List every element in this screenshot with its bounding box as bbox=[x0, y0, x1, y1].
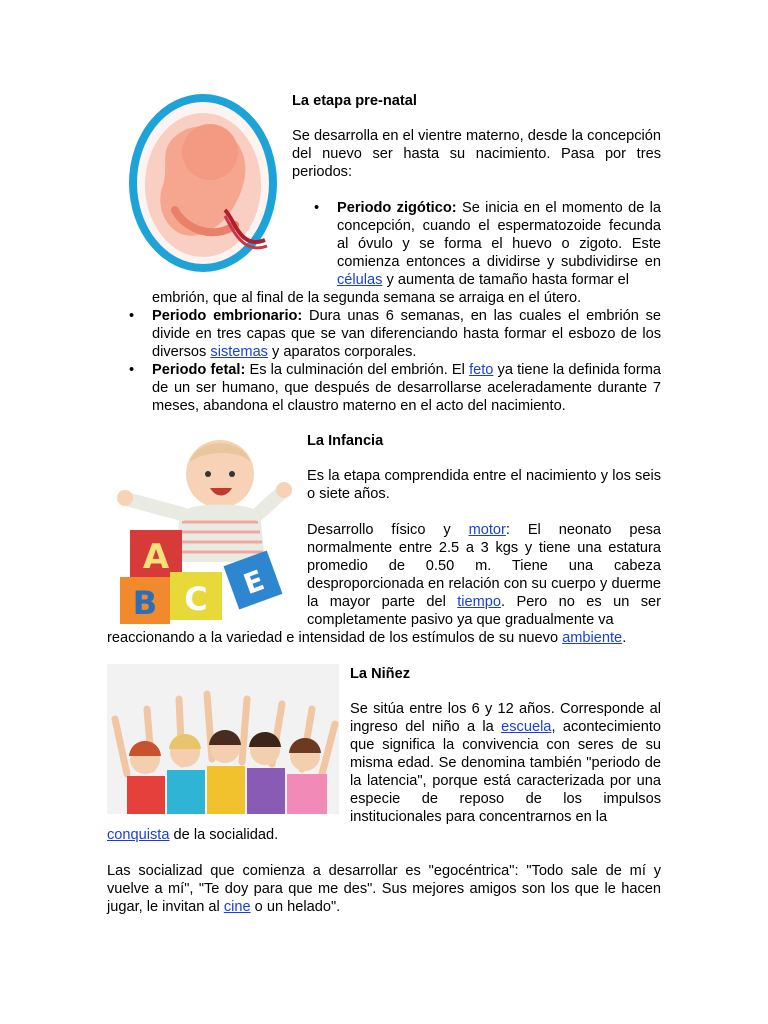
link-conquista[interactable]: conquista bbox=[107, 827, 170, 843]
link-motor[interactable]: motor bbox=[468, 522, 506, 538]
bullet-embrionario: • bbox=[129, 308, 135, 324]
baby-with-blocks-image bbox=[110, 432, 300, 624]
infancia-intro: Es la etapa comprendida entre el nacimiento y los seis o siete años. bbox=[307, 468, 661, 502]
prenatal-heading: La etapa pre-natal bbox=[292, 93, 417, 109]
ninez-heading: La Niñez bbox=[350, 666, 411, 682]
link-feto[interactable]: feto bbox=[469, 362, 494, 378]
link-celulas[interactable]: células bbox=[337, 272, 383, 288]
ninez-p2: Las socializad que comienza a desarrollar es "egocéntrica": "Todo sale de mí y vuelve a mí", "Te doy para que me des". Sus mejores amigos son los que le hacen jugar, le invitan al cine o un helado". bbox=[107, 863, 661, 915]
embryo-image bbox=[125, 90, 281, 276]
ninez-p1: Se sitúa entre los 6 y 12 años. Corresponde al ingreso del niño a la escuela, acontecimiento que significa la convivencia con seres de su misma edad. Se denomina también "periodo de la latencia", porque está caracterizada por una especie de reposo de los impulsos institucionales para concentrarnos en la bbox=[350, 701, 661, 825]
children-raising-hands-image bbox=[107, 664, 339, 814]
block-a: A bbox=[142, 537, 170, 577]
block-e: E bbox=[239, 563, 269, 602]
periodo-embrionario: Periodo embrionario: Dura unas 6 semanas, en las cuales el embrión se divide en tres capas que se van diferenciando hasta formar el esbozo de los diversos sistemas y aparatos corporales. bbox=[152, 308, 662, 360]
bullet-fetal: • bbox=[129, 362, 135, 378]
block-c: C bbox=[184, 580, 208, 618]
link-cine[interactable]: cine bbox=[223, 899, 251, 915]
infancia-desarrollo-tail: reaccionando a la variedad e intensidad de los estímulos de su nuevo ambiente. bbox=[107, 630, 627, 646]
periodo-zigotico: Periodo zigótico: Se inicia en el momento de la concepción, cuando el espermatozoide fecunda al óvulo y se forma el huevo o zigoto. Este comienza entonces a dividirse y subdividirse en células y aumenta de tamaño hasta formar el bbox=[337, 200, 661, 288]
infancia-heading: La Infancia bbox=[307, 433, 384, 449]
link-ambiente[interactable]: ambiente bbox=[562, 630, 623, 646]
infancia-desarrollo: Desarrollo físico y motor: El neonato pesa normalmente entre 2.5 a 3 kgs y tiene una estatura promedio de 0.50 m. Tiene una cabeza desproporcionada en relación con su cuerpo y duerme la mayor parte del tiempo. Pero no es un ser completamente pasivo ya que gradualmente va bbox=[307, 522, 661, 628]
periodo-fetal: Periodo fetal: Es la culminación del embrión. El feto ya tiene la definida forma de un ser humano, que después de desarrollarse aceleradamente durante 7 meses, abandona el claustro materno en el acto del nacimiento. bbox=[152, 362, 661, 414]
link-sistemas[interactable]: sistemas bbox=[210, 344, 268, 360]
periodo-zigotico-tail: embrión, que al final de la segunda semana se arraiga en el útero. bbox=[152, 290, 582, 306]
bullet-zigotico: • bbox=[314, 200, 320, 216]
link-tiempo[interactable]: tiempo bbox=[457, 594, 502, 610]
link-escuela[interactable]: escuela bbox=[501, 719, 552, 735]
prenatal-intro: Se desarrolla en el vientre materno, desde la concepción del nuevo ser hasta su nacimiento. Pasa por tres periodos: bbox=[292, 128, 661, 180]
ninez-p1-tail: conquista de la socialidad. bbox=[107, 827, 279, 843]
block-b: B bbox=[132, 584, 158, 622]
